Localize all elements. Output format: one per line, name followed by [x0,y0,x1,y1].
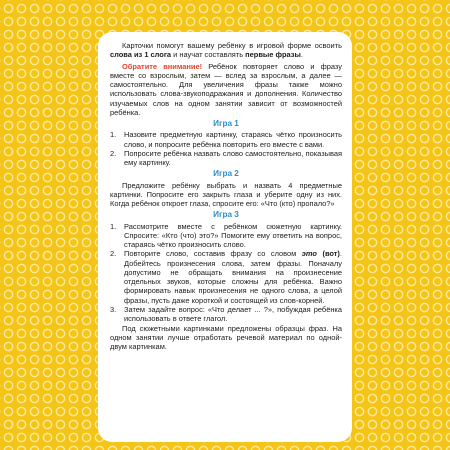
list-item [110,305,342,324]
attention-text: Ребёнок повторяет слово и фразу вместе со взрослым, затем — вслед за взрослым, а далее — самостоятельно. Для увеличения фразы также можно использовать слова-звукоподражания и дополнения. Количество изучаемых слов на одном занятии зависит от возможностей ребёнка. [110,61,342,117]
list-item-number: 2. [110,148,117,158]
game1-list [110,130,342,167]
intro-bold-2: первые фразы [245,50,301,60]
word-vot: (вот) [322,249,340,259]
list-item-number: 1. [110,221,117,231]
game3-title: Игра 3 [213,210,239,220]
game3-list [110,222,342,324]
intro-text-3: . [300,50,303,60]
attention-label: Обратите внимание! [122,61,203,71]
list-item-number: 1. [110,130,117,140]
list-item [110,130,342,149]
list-item-text: Повторите слово, составив фразу со словом [124,249,302,259]
game2-title: Игра 2 [213,169,239,179]
list-item-number: 2. [110,249,117,259]
intro-paragraph [110,41,342,60]
game2-paragraph: Предложите ребёнку выбрать и назвать 4 предметные картинки. Попросите его закрыть глаза и уберите одну из них. Когда ребёнок откроет глаза, спросите его: «Что (кто) пропало?» [110,180,342,209]
intro-bold-1: слова из 1 слога [110,50,172,60]
list-item [110,149,342,168]
intro-text-2: и научат составлять [171,50,246,60]
list-item-text: Рассмотрите вместе с ребёнком сюжетную картинку. Спросите: «Кто (что) это?» Помогите ему ответить на вопрос, стараясь чётко произносить слово. [124,221,342,250]
game1-title: Игра 1 [213,119,239,129]
list-item-text-continued: . Добейтесь произнесения слова, затем фразы. Поначалу допустимо не обращать внимания на произнесение отдельных звуков, которые сложны для ребёнка. Важно формировать навык произнесения не одного слова, а целой фразы, пусть даже короткой и состоящей из слов-корней. [124,249,342,305]
list-item [110,249,342,305]
instruction-card [98,32,352,442]
list-item [110,222,342,250]
list-item-text: Попросите ребёнка назвать слово самостоятельно, показывая ему картинку. [124,148,342,168]
intro-text-1: Карточки помогут вашему ребёнку в игровой форме освоить [122,41,342,50]
attention-paragraph [110,62,342,118]
list-item-number: 3. [110,304,117,314]
word-eto: это [301,249,317,259]
outro-paragraph: Под сюжетными картинками предложены образцы фраз. На одном занятии лучше отработать речевой материал по одной-двум картинкам. [110,323,342,352]
list-item-text: Затем задайте вопрос: «Что делает ... ?», побуждая ребёнка использовать в ответе глагол. [124,304,342,324]
list-item-text: Назовите предметную картинку, стараясь чётко произносить слово, и попросите ребёнка повторить его вместе с вами. [124,130,342,149]
